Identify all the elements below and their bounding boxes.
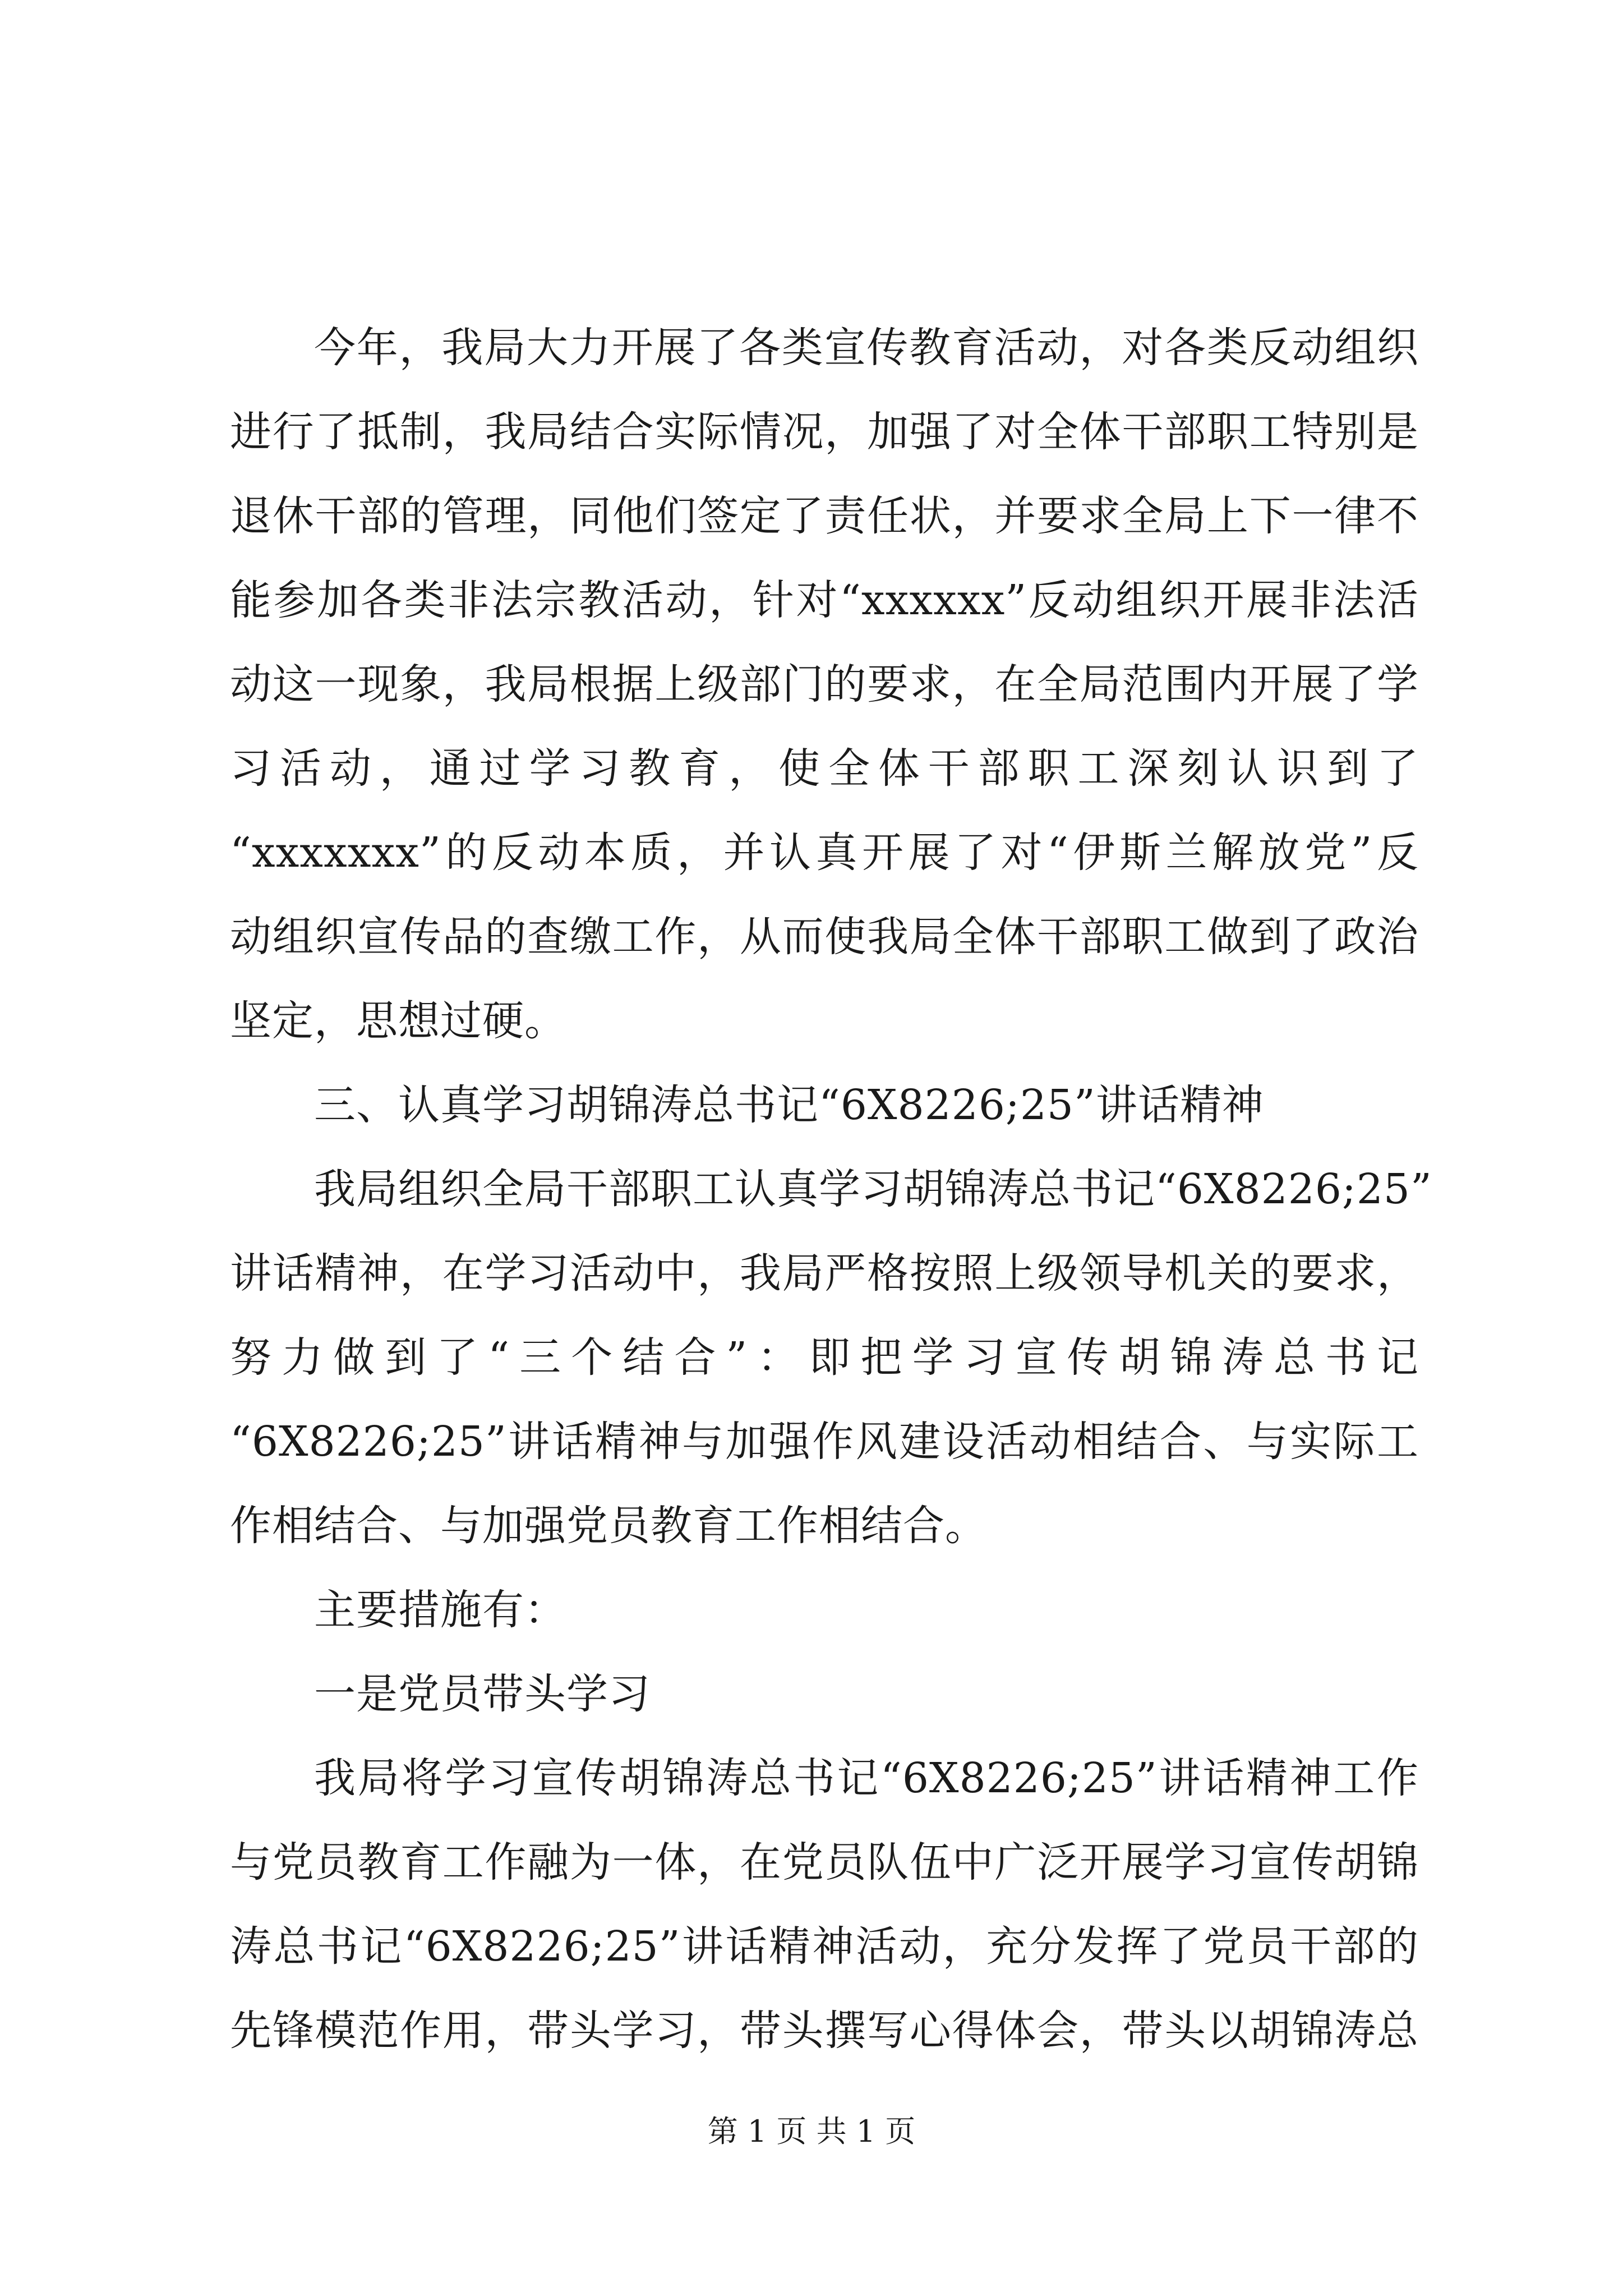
text-line: 今年，我局大力开展了各类宣传教育活动，对各类反动组织	[314, 324, 1419, 372]
text-line: 我局将学习宣传胡锦涛总书记“6X8226;25”讲话精神工作	[314, 1754, 1419, 1802]
text-line: 我局组织全局干部职工认真学习胡锦涛总书记“6X8226;25”	[314, 1165, 1432, 1213]
text-line: 讲话精神，在学习活动中，我局严格按照上级领导机关的要求，	[230, 1249, 1419, 1297]
text-line: 涛总书记“6X8226;25”讲话精神活动，充分发挥了党员干部的	[230, 1922, 1419, 1971]
text-line: 与党员教育工作融为一体，在党员队伍中广泛开展学习宣传胡锦	[230, 1838, 1419, 1887]
subsection-heading: 一是党员带头学习	[314, 1670, 651, 1718]
document-body	[230, 306, 1432, 2073]
text-line: 进行了抵制，我局结合实际情况，加强了对全体干部职工特别是	[230, 408, 1419, 456]
text-line: 动组织宣传品的查缴工作，从而使我局全体干部职工做到了政治	[230, 913, 1419, 961]
text-line: 主要措施有：	[314, 1586, 566, 1634]
text-line: 习活动，通过学习教育，使全体干部职工深刻认识到了	[230, 744, 1419, 793]
text-line: “xxxxxxx”的反动本质，并认真开展了对“伊斯兰解放党”反	[230, 829, 1419, 877]
text-line: 先锋模范作用，带头学习，带头撰写心得体会，带头以胡锦涛总	[230, 2007, 1419, 2055]
page-footer: 第 1 页 共 1 页	[707, 2114, 916, 2149]
section-heading: 三、认真学习胡锦涛总书记“6X8226;25”讲话精神	[314, 1081, 1264, 1129]
text-line: 动这一现象，我局根据上级部门的要求，在全局范围内开展了学	[230, 660, 1419, 708]
text-line: 作相结合、与加强党员教育工作相结合。	[230, 1502, 987, 1550]
text-line: 退休干部的管理，同他们签定了责任状，并要求全局上下一律不	[230, 492, 1419, 540]
text-line: 坚定，思想过硬。	[230, 997, 566, 1045]
text-line: 努力做到了“三个结合”：即把学习宣传胡锦涛总书记	[230, 1333, 1419, 1382]
text-line: 能参加各类非法宗教活动，针对“xxxxxx”反动组织开展非法活	[230, 576, 1419, 624]
text-line: “6X8226;25”讲话精神与加强作风建设活动相结合、与实际工	[230, 1418, 1419, 1466]
